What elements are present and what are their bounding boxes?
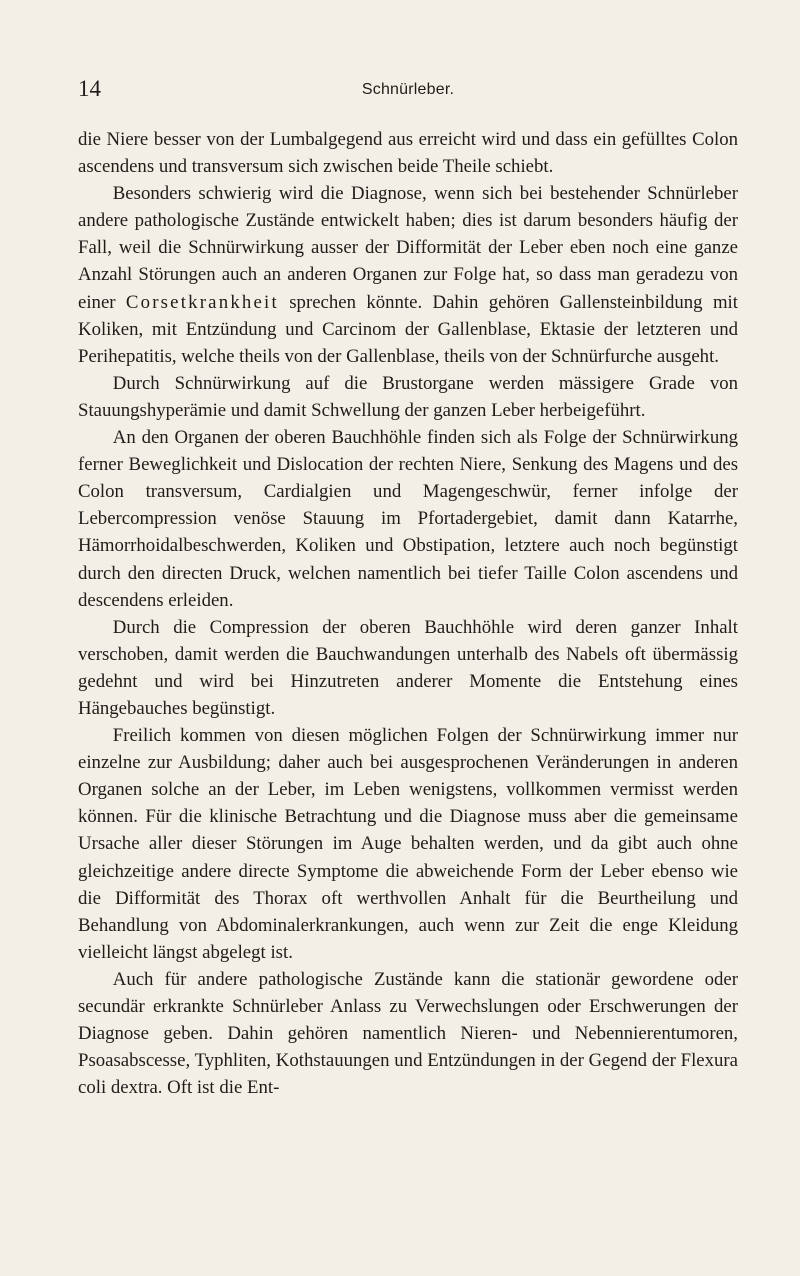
running-title: Schnürleber.: [361, 81, 455, 98]
page-header: [78, 76, 738, 104]
paragraph-2: [78, 180, 738, 370]
paragraph-6: Freilich kommen von diesen möglichen Folgen der Schnürwirkung immer nur einzelne zur Ausbildung; daher auch bei ausgesprochenen Veränderungen in anderen Organen solche an der Leber, im Leben wenigstens, vollkommen vermisst werden können. Für die klinische Betrachtung und die Diagnose muss aber die gemeinsame Ursache aller dieser Störungen im Auge behalten werden, und da gibt auch ohne gleichzeitige andere directe Symptome die abweichende Form der Leber ebenso wie die Difformität des Thorax oft werthvollen Anhalt für die Beurtheilung und Behandlung von Abdominalerkrankungen, auch wenn zur Zeit die enge Kleidung vielleicht längst abgelegt ist.: [78, 725, 738, 963]
paragraph-1: die Niere besser von der Lumbalgegend aus erreicht wird und dass ein gefülltes Colon ascendens und transversum sich zwischen beide Theile schiebt.: [78, 129, 738, 178]
body-text: [78, 126, 738, 1101]
paragraph-3: Durch Schnürwirkung auf die Brustorgane werden mässigere Grade von Stauungshyperämie und damit Schwellung der ganzen Leber herbeigeführt.: [78, 372, 738, 421]
corsetkrankheit-term: Corsetkrankheit: [125, 291, 279, 313]
page-number: 14: [78, 76, 101, 101]
paragraph-7: Auch für andere pathologische Zustände kann die stationär gewordene oder secundär erkrankte Schnürleber Anlass zu Verwechslungen oder Erschwerungen der Diagnose geben. Dahin gehören namentlich Nieren- und Nebennierentumoren, Psoasabscesse, Typhliten, Kothstauungen und Entzündungen in der Gegend der Flexura coli dextra. Oft ist die Ent-: [78, 968, 738, 1099]
paragraph-4: An den Organen der oberen Bauchhöhle finden sich als Folge der Schnürwirkung ferner Beweglichkeit und Dislocation der rechten Niere, Senkung des Magens und des Colon transversum, Cardialgien und Magengeschwür, ferner infolge der Lebercompression venöse Stauung im Pfortadergebiet, damit dann Katarrhe, Hämorrhoidalbeschwerden, Koliken und Obstipation, letztere auch noch begünstigt durch den directen Druck, welchen namentlich bei tiefer Taille Colon ascendens und descendens erleiden.: [78, 427, 738, 611]
paragraph-2-part-1: Besonders schwierig wird die Diagnose, wenn sich bei bestehender Schnürleber andere pathologische Zustände entwickelt haben; dies ist darum besonders häufig der Fall, weil die Schnürwirkung ausser der Difformität der Leber eben noch eine ganze Anzahl Störungen auch an anderen Organen zur Folge hat, so dass man geradezu von einer: [78, 183, 738, 313]
paragraph-5: Durch die Compression der oberen Bauchhöhle wird deren ganzer Inhalt verschoben, damit werden die Bauchwandungen unterhalb des Nabels oft übermässig gedehnt und wird bei Hinzutreten anderer Momente die Entstehung eines Hängebauches begünstigt.: [78, 616, 738, 719]
paragraph-2-part-2: sprechen könnte. Dahin gehören Gallensteinbildung mit Koliken, mit Entzündung und Carcinom der Gallenblase, Ektasie der letzteren und Perihepatitis, welche theils von der Gallenblase, theils von der Schnürfurche ausgeht.: [78, 291, 738, 367]
